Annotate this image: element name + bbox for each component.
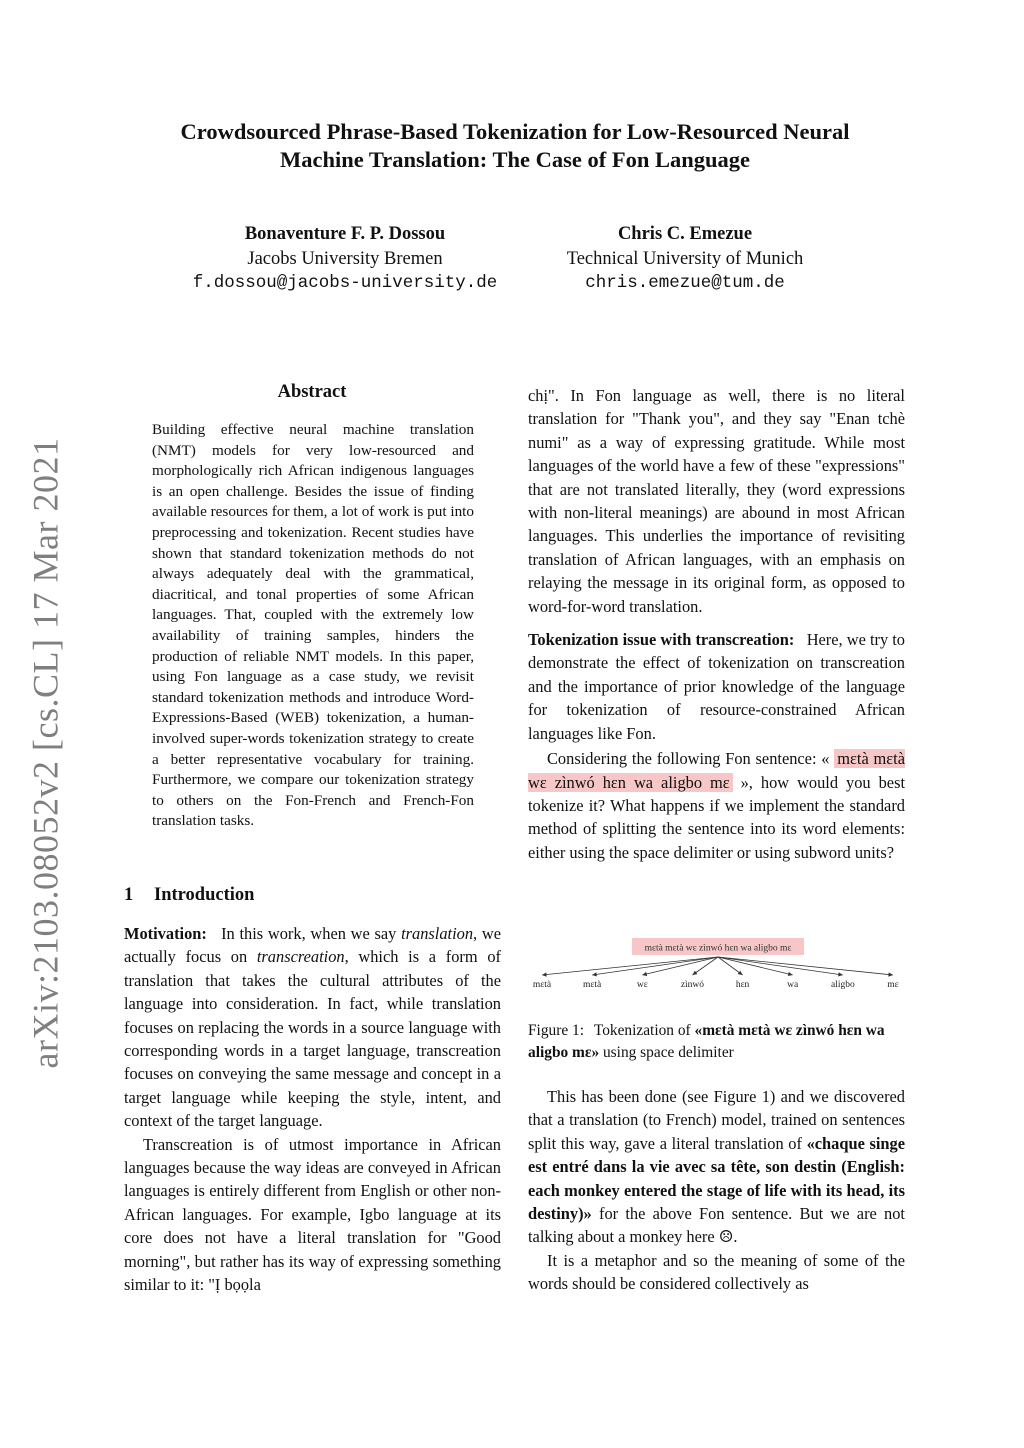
text-run: using space delimiter [599,1044,734,1061]
token-arrow [542,957,718,975]
abstract-heading: Abstract [277,382,347,402]
section-number: 1 [124,885,134,905]
tokenization-issue-paragraph [528,628,905,745]
text-run: In this work, when we say [221,924,402,943]
figure-1 [528,935,905,995]
token-label: wa [787,980,799,990]
text-run: », how would you best tokenize it? What happens if we implement the standard method of splitting the sentence into its word elements: either using the space delimiter or using subword units? [528,772,905,862]
text-run: Here, we try to demonstrate the effect of tokenization on transcreation and the importance of prior knowledge of the language for tokenization of resource-constrained African languages like Fon. [528,630,905,743]
author-block-2 [545,222,825,296]
arrow-head [838,972,843,976]
caption-label: Figure 1: [528,1022,585,1039]
text-run: This has been done (see Figure 1) and we discovered that a translation (to French) model, trained on sentences split this way, gave a literal translation of [528,1087,905,1153]
token-label: wɛ [636,980,648,990]
figure-caption [528,1020,905,1064]
arrow-head [788,972,793,976]
author-name: Bonaventure F. P. Dossou [244,224,446,244]
highlighted-fon-sentence: mɛtà mɛtà wɛ zìnwó hɛn wa aligbo mɛ [528,749,905,792]
arrow-head [738,971,743,975]
arxiv-identifier: arXiv:2103.08052v2 [cs.CL] 17 Mar 2021 [25,437,66,1068]
author-email[interactable]: f.dossou@jacobs-university.de [192,273,498,293]
text-run: Tokenization of [593,1022,695,1039]
section-title: Introduction [154,885,255,905]
tokenization-tree [528,935,905,995]
token-label: zìnwó [680,980,705,990]
paper-title [120,118,910,174]
token-arrow [718,957,893,975]
text-run: for the above Fon sentence. But we are not talking about a monkey here ☹. [528,1204,905,1247]
emphasis-transcreation: transcreation [256,947,345,967]
figure-sentence: mɛtà mɛtà wɛ zìnwó hɛn wa aligbo mɛ [644,943,792,954]
text-run: Considering the following Fon sentence: « [547,749,835,769]
right-column-body-top [528,384,905,864]
right-column-body-bottom [528,1085,905,1296]
arrow-head [642,972,647,976]
author-name: Chris C. Emezue [617,224,753,244]
arxiv-sidebar [20,437,70,1068]
text-run: , we actually focus on [124,924,501,967]
motivation-label: Motivation: [124,924,207,943]
token-label: hɛn [735,980,750,990]
left-column-body [124,922,501,1297]
continued-paragraph: chị". In Fon language as well, there is no literal translation for "Thank you", and they say "Enan tchè numi" as a way of expressing gratitude. While most languages of the world have a few of these "expressions" that are not translated literally, they (word expressions with non-literal meanings) are abound in most African languages. This underlies the importance of revisiting translation of African languages, with an emphasis on relaying the message in its original form, as opposed to word-for-word translation. [528,386,905,616]
tokenization-issue-label: Tokenization issue with transcreation: [528,630,795,650]
literal-translation: «chaque singe est entré dans la vie avec sa tête, son destin (English: each monkey entered the stage of life with its head, its destiny)» [528,1133,905,1224]
arrow-head [692,971,697,975]
fon-sentence-paragraph [528,747,905,864]
section-heading [124,885,254,906]
motivation-paragraph [124,922,501,1133]
author-block-1 [160,222,530,296]
metaphor-paragraph: It is a metaphor and so the meaning of some of the words should be considered collectively as [528,1250,905,1294]
token-label: aligbo [830,980,855,990]
token-label: mɛtà [532,980,552,990]
arrow-head [592,972,597,976]
abstract-text: Building effective neural machine translation (NMT) models for very low-resourced and morphologically rich African indigenous languages is an open challenge. Besides the issue of finding available resources for them, a lot of work is put into preprocessing and tokenization. Recent studies have shown that standard tokenization methods do not always adequately deal with the grammatical, diacritical, and tonal properties of some African languages. That, coupled with the extremely low availability of training samples, hinders the production of reliable NMT models. In this paper, using Fon language as a case study, we revisit standard tokenization methods and introduce Word-Expressions-Based (WEB) tokenization, a human-involved super-words tokenization strategy to create a better representative vocabulary for training. Furthermore, we compare our tokenization strategy to others on the Fon-French and French-Fon translation tasks. [152,421,474,830]
author-email[interactable]: chris.emezue@tum.de [585,273,785,293]
title-line-1: Crowdsourced Phrase-Based Tokenization for Low-Resourced Neural [180,119,850,144]
token-label: mɛ [887,980,899,990]
transcreation-paragraph: Transcreation is of utmost importance in African languages because the way ideas are conveyed in African languages is entirely different from English or other non-African languages. For example, Igbo language at its core does not have a literal translation for "Good morning", but rather has its way of expressing something similar to it: "Ị bọọla [124,1134,501,1295]
author-affiliation: Technical University of Munich [566,248,804,269]
result-paragraph [528,1085,905,1249]
title-line-2: Machine Translation: The Case of Fon Language [279,147,751,172]
emphasis-translation: translation [401,924,474,943]
text-run: , which is a form of translation that takes the cultural attributes of the language into consideration. In fact, while translation focuses on replacing the words in a source language with corresponding words in a target language, transcreation focuses on conveying the same message and concept in a target language while keeping the style, intent, and context of the target language. [124,947,501,1131]
author-affiliation: Jacobs University Bremen [247,248,443,269]
token-label: mɛtà [583,980,602,990]
caption-sentence: «mɛtà mɛtà wɛ zìnwó hɛn wa aligbo mɛ» [528,1022,885,1061]
